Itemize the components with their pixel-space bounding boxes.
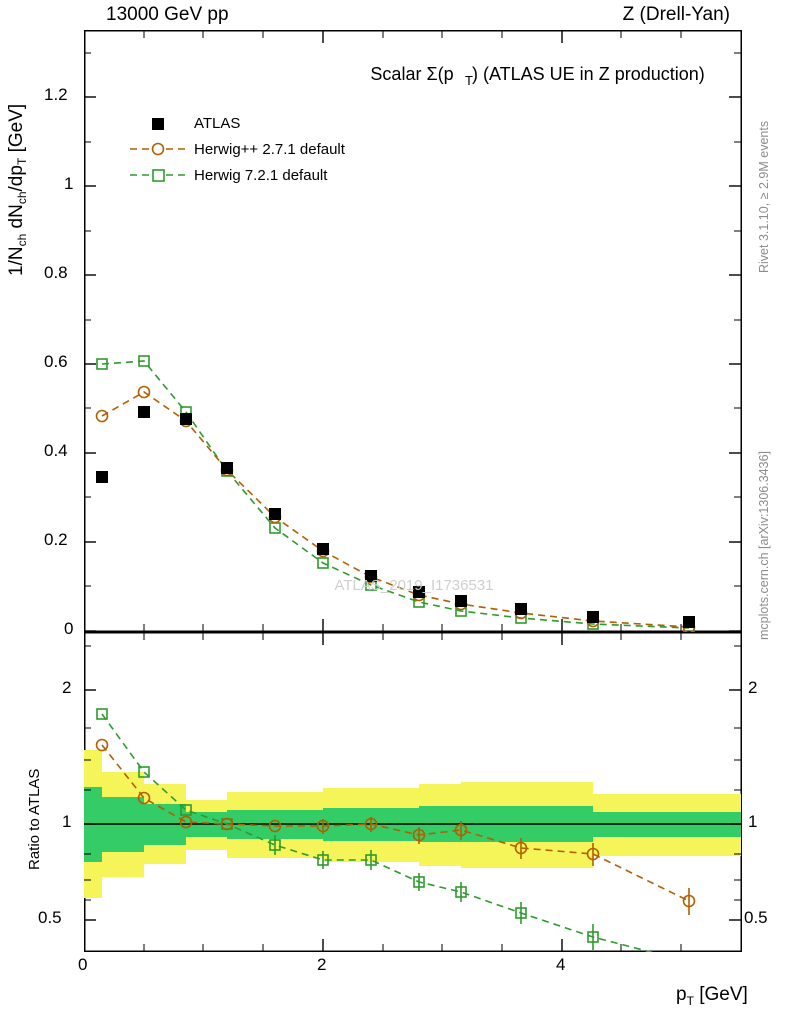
- ratio-ytick-left-1: 1: [62, 812, 72, 831]
- legend: [128, 110, 345, 188]
- legend-label-herwig7: Herwig 7.2.1 default: [194, 166, 328, 184]
- xtick-0: 0: [78, 955, 88, 974]
- rivet-version-label: Rivet 3.1.10, ≥ 2.9M events: [757, 120, 771, 273]
- ratio-plot: [84, 632, 742, 952]
- xtick-4: 4: [556, 955, 566, 974]
- ratio-ytick-left-2: 2: [62, 678, 72, 697]
- legend-label-atlas: ATLAS: [194, 114, 241, 132]
- legend-label-herwigpp: Herwig++ 2.7.1 default: [194, 140, 345, 158]
- main-ytick-12: 1.2: [44, 85, 68, 104]
- ratio-y-axis-label: Ratio to ATLAS: [26, 768, 43, 870]
- header-right: Z (Drell-Yan): [622, 4, 730, 25]
- header-left: 13000 GeV pp: [106, 4, 229, 25]
- svg-text:ATLAS_2019_I1736531: ATLAS_2019_I1736531: [334, 577, 494, 594]
- svg-text:T: T: [465, 73, 473, 88]
- ratio-ytick-right-2: 2: [748, 678, 758, 697]
- legend-marker-atlas: [128, 115, 188, 131]
- ratio-ytick-left-05: 0.5: [38, 908, 62, 927]
- main-ytick-1: 1: [64, 174, 74, 193]
- svg-text:Scalar Σ(p: Scalar Σ(p: [370, 64, 454, 84]
- main-y-axis-label: $1/N_{ch}$ $dN_{ch}/dp_T$ [GeV]: [6, 103, 29, 276]
- legend-marker-herwigpp: [128, 141, 188, 157]
- main-ytick-0: 0: [64, 619, 74, 638]
- ratio-ytick-right-05: 0.5: [744, 908, 768, 927]
- svg-text:) (ATLAS UE in Z production): ) (ATLAS UE in Z production): [472, 64, 705, 84]
- main-ytick-08: 0.8: [44, 263, 68, 282]
- main-ytick-02: 0.2: [44, 530, 68, 549]
- legend-marker-herwig7: [128, 167, 188, 183]
- mcplots-label: mcplots.cern.ch [arXiv:1306.3436]: [757, 451, 771, 640]
- ratio-ytick-right-1: 1: [748, 812, 758, 831]
- x-axis-label: $p_T$ [GeV]: [676, 984, 748, 1008]
- main-ytick-04: 0.4: [44, 441, 68, 460]
- main-ytick-06: 0.6: [44, 352, 68, 371]
- xtick-2: 2: [317, 955, 327, 974]
